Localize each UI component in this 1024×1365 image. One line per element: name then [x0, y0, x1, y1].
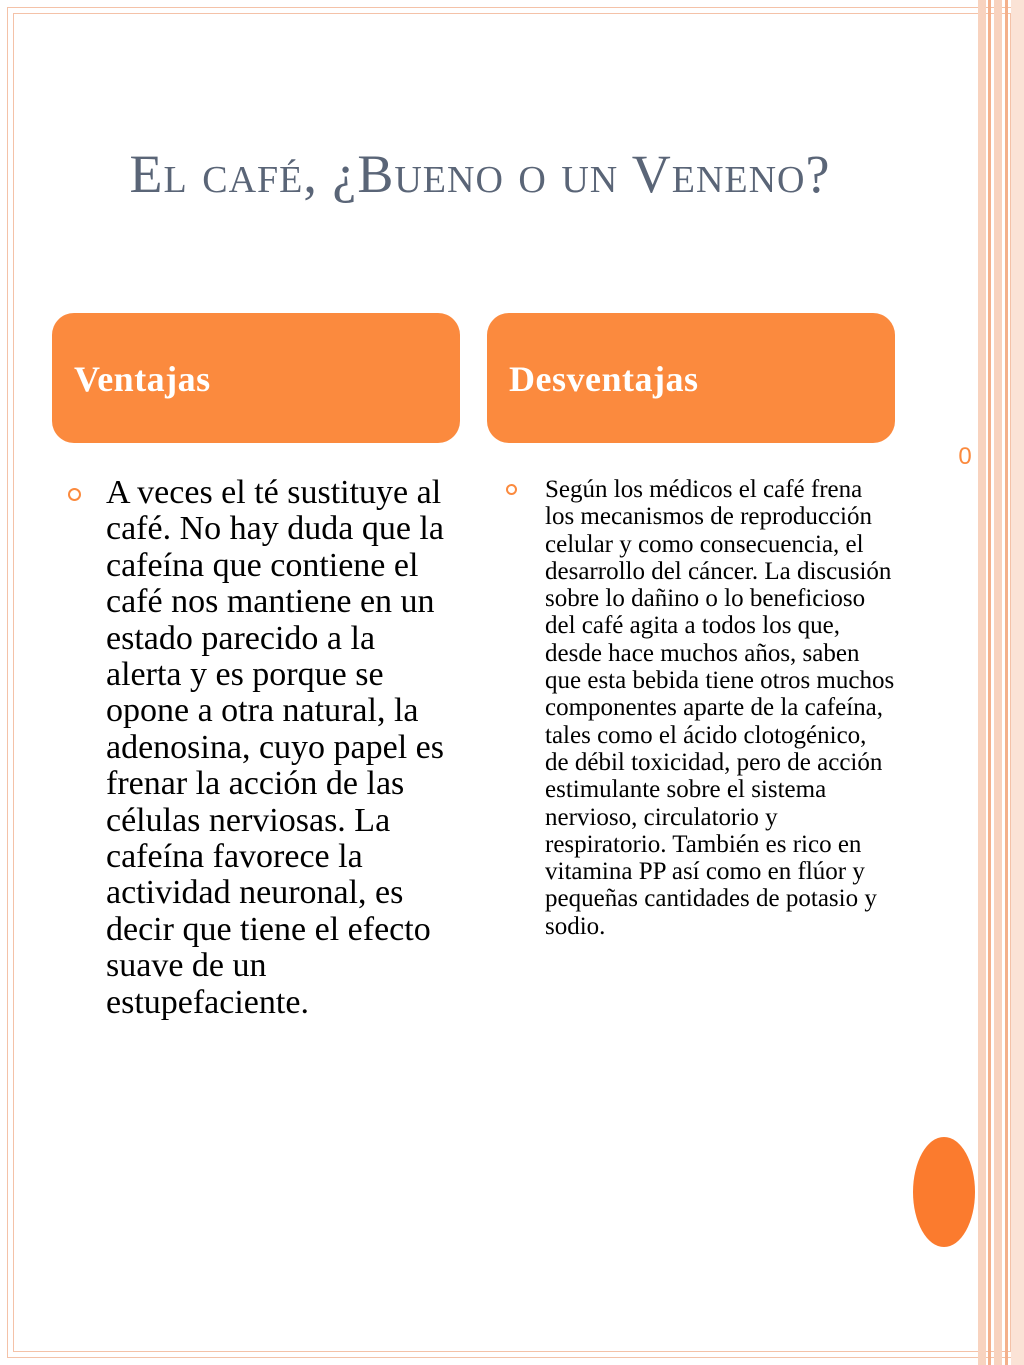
decorative-stripe [994, 0, 1002, 1365]
slide-title: El café, ¿Bueno o un Veneno? [129, 144, 831, 204]
page-number: 0 [958, 443, 972, 470]
desventajas-text: Según los médicos el café frena los mecanismos de reproducción celular y como consecuencia, el desarrollo del cáncer. La discusión sobre lo dañino o lo beneficioso del café agita a todos los que, desde hace muchos años, saben que esta bebida tiene otros muchos componentes aparte de la cafeína, tales como el ácido clotogénico, de débil toxicidad, pero de acción estimulante sobre el sistema nervioso, circulatorio y respiratorio. También es rico en vitamina PP así como en flúor y pequeñas cantidades de potasio y sodio. [545, 476, 895, 940]
decorative-oval [913, 1137, 975, 1247]
bullet-circle-icon [68, 488, 81, 501]
bullet-circle-icon [506, 484, 517, 495]
header-desventajas: Desventajas [487, 313, 895, 443]
decorative-stripe [1005, 0, 1008, 1365]
decorative-stripe [978, 0, 986, 1365]
header-ventajas: Ventajas [52, 313, 460, 443]
decorative-stripe [988, 0, 991, 1365]
ventajas-text: A veces el té sustituye al café. No hay duda que la cafeína que contiene el café nos mantiene en un estado parecido a la alerta y es porque se opone a otra natural, la adenosina, cuyo papel es frenar la acción de las células nerviosas. La cafeína favorece la actividad neuronal, es decir que tiene el efecto suave de un estupefaciente. [106, 474, 444, 1021]
decorative-stripe [1011, 0, 1024, 1365]
